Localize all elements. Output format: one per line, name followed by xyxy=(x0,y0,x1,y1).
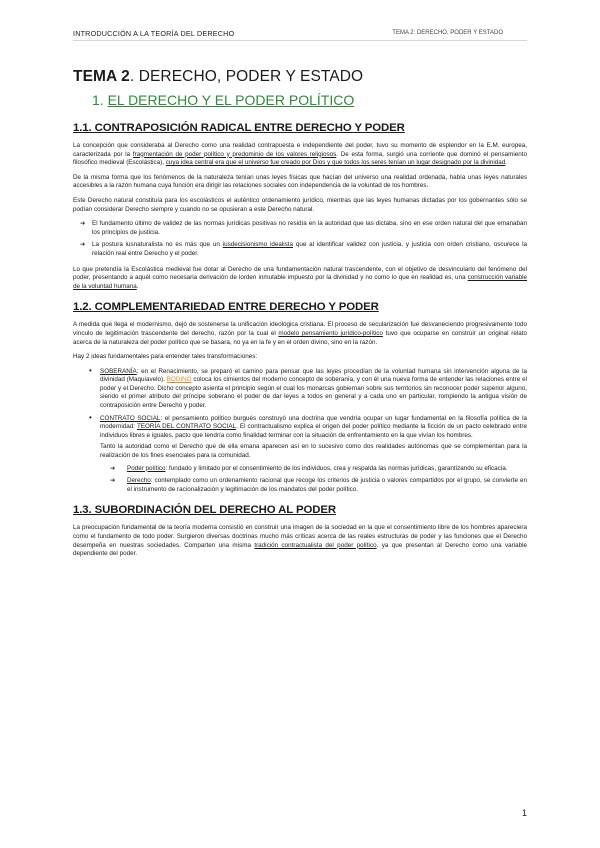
underlined-text: tradición contractualista del poder político xyxy=(254,541,377,549)
document-body xyxy=(73,68,527,565)
text-run: : fundado y limitado por el consentimiento de los individuos, crea y respalda las normas jurídicas, garantizando su eficacia. xyxy=(165,464,508,472)
header-divider xyxy=(73,40,527,41)
text-run: Lo que pretendía la Escolástica medieval fue dotar al Derecho de una fundamentación natural trascendente, con el objetivo de desvincularlo del fenómeno del poder, presentando a aquél como necesaria derivación de lorden inmutable impuesto por la divinidad y no como lo que en realidad es, una xyxy=(73,265,527,282)
term-label: Poder político xyxy=(127,464,166,472)
heading-1-2: 1.2. COMPLEMENTARIEDAD ENTRE DERECHO Y PODER xyxy=(73,301,379,314)
running-header-chapter: TEMA 2: DERECHO, PODER Y ESTADO xyxy=(392,30,503,36)
arrow-icon: ➔ xyxy=(80,220,86,228)
text-run: coloca los cimientos del moderno concepto de soberanía, y con él una nueva forma de entender las relaciones entre el poder y el Derecho. Dicho concepto asienta el principio según el cual los monarcas gobiernan sobre sus territorios sin reconocer poder superior alguno, siendo el primer atributo del príncipe soberano el poder de dar leyes a todos en general y a cada uno en particular, rompiendo la antigua visión de contraposición entre Derecho y poder. xyxy=(100,376,527,410)
paragraph-1-1-b: De la misma forma que los fenómenos de la naturaleza tenían unas leyes físicas que hacían del universo una realidad ordenada, había unas leyes naturales accesibles a la razón humana cuya función era dirigir las relaciones sociales con independencia de la voluntad de los hombres. xyxy=(73,173,527,190)
arrow-icon: ➔ xyxy=(110,464,116,472)
arrow-item xyxy=(80,220,527,237)
arrow-icon: ➔ xyxy=(110,477,116,485)
text-run: que al identificar validez con justicia, y justicia con orden cristiano, oscurece la relación real entre Derecho y el poder. xyxy=(92,241,528,257)
text-run: La preocupación fundamental de la teoría moderna consistió en construir una imagen de la sociedad en la que el consentimiento libre de los hombres apareciera como el fundamento de todo poder. Surgieron diversas doctrinas mucho más críticas acerca de las reales estructuras de poder y las funciones que el Derecho desempeña en nuestras sociedades. Comparten una misma xyxy=(73,524,527,549)
text-run: El fundamento último de validez de las normas jurídicas positivas no residía en la autoridad que las dictaba, sino en ese orden natural del que emanaban los principios de justicia. xyxy=(92,220,527,236)
heading-1-1: 1.1. CONTRAPOSICIÓN RADICAL ENTRE DERECHO Y PODER xyxy=(73,122,405,134)
highlighted-name: BODINO xyxy=(166,376,192,384)
text-run: : contemplado como un ordenamiento racional que recoge los criterios de justicia o valores compartidos por el grupo, se convierte en el instrumento de racionalización y legitimación de los mandatos del poder político. xyxy=(127,477,527,493)
text-run: tuvo que ocuparse en construir un original relato acerca de la naturaleza del poder político que se basara, no ya en la fe y en el orden divino, sino en la razón. xyxy=(73,329,528,346)
text-run: . xyxy=(505,159,508,167)
underlined-text: cuya idea central era que el universo fue creado por Dios y que todos los seres tenían un lugar designado por la divinidad xyxy=(165,159,506,167)
underlined-text: construcción variable de la voluntad humana xyxy=(73,274,528,290)
sub-arrow-item-poder xyxy=(110,465,527,474)
section-name: EL DERECHO Y EL PODER POLÍTICO xyxy=(107,92,355,108)
heading-1-3: 1.3. SUBORDINACIÓN DEL DERECHO AL PODER xyxy=(73,504,336,517)
text-run: : el pensamiento político burgués construyó una doctrina que vendría ocupar un lugar fundamental en la filosofía política de la modernidad: xyxy=(100,414,527,431)
text-run: , ya que presentan al Derecho como una variable dependiente del poder. xyxy=(73,541,527,558)
page-number: 1 xyxy=(521,808,527,818)
sub-arrow-item-derecho xyxy=(110,477,527,494)
term-label: Derecho xyxy=(127,477,151,485)
paragraph-1-1-a xyxy=(73,142,527,168)
paragraph-1-1-c: Este Derecho natural constituía para los escolásticos el auténtico ordenamiento jurídico, mientras que las leyes humanas dictadas por los gobernantes sólo se podían considerar Derecho siempre y cuando no se opusieran a este Derecho natural. xyxy=(73,196,527,213)
arrow-icon: ➔ xyxy=(80,241,86,249)
bullet-item-contrato-social xyxy=(89,412,527,495)
term-label: SOBERANÍA xyxy=(100,367,137,375)
sub-arrow-list xyxy=(110,465,527,495)
underlined-text: TEORÍA DEL CONTRATO SOCIAL xyxy=(136,423,237,431)
chapter-label: TEMA 2 xyxy=(73,68,130,85)
underlined-text: modelo pensamiento jurídico-político xyxy=(278,329,383,337)
text-run: A medida que llega el modernismo, dejó de sostenerse la unificación ideológica cristiana. El proceso de secularización fue desvaneciendo progresivamente todo vínculo de legitimación trascendente del derecho, razón por la cual el xyxy=(73,321,527,337)
text-run: . xyxy=(136,282,139,290)
bullet-icon: • xyxy=(89,412,92,422)
paragraph-1-2-b: Hay 2 ideas fundamentales para entender tales transformaciones: xyxy=(73,353,258,361)
bullet-icon: • xyxy=(89,365,92,375)
bullet-list-1-2 xyxy=(89,365,527,495)
bullet-item-soberania xyxy=(89,365,527,411)
text-run: La concepción que consideraba al Derecho como una realidad contrapuesta e independiente del poder, tuvo su momento de esplendor en la E.M. europea, caracterizada por la xyxy=(73,142,527,158)
term-label: CONTRATO SOCIAL xyxy=(100,414,161,422)
paragraph-1-1-d xyxy=(73,266,527,292)
arrow-item xyxy=(80,241,527,258)
paragraph-1-2-a xyxy=(73,321,527,347)
arrow-list-1-1 xyxy=(80,220,527,258)
running-header-course: INTRODUCCIÓN A LA TEORÍA DEL DERECHO xyxy=(73,29,235,38)
chapter-title xyxy=(73,68,527,86)
section-number: 1. xyxy=(92,92,108,108)
underlined-text: fragmentación de poder político y predominio de los valores religiosos xyxy=(132,150,337,158)
paragraph-1-3-a xyxy=(73,524,527,558)
section-title xyxy=(92,92,527,108)
paragraph-contrato-detail: Tanto la autoridad como el Derecho que de ella emana aparecen así en lo sucesivo como dos realidades autónomas que se complementan para la realización de los fines esenciales para la comunidad. xyxy=(100,443,527,460)
text-run: . De esta forma, surgió una corriente que dominó el pensamiento filosófico medieval (Escolástica), xyxy=(73,150,527,167)
text-run: . El contractualismo explica el origen del poder político mediante la ficción de un pacto celebrado entre individuos libres e iguales, pacto que tendría como finalidad terminar con la situación de enfrentamiento en la que vivían los hombres. xyxy=(100,423,527,439)
text-run: La postura iusnaturalista no es más que un xyxy=(92,241,223,249)
chapter-name: . DERECHO, PODER Y ESTADO xyxy=(129,68,364,85)
text-run: : en el Renacimiento, se preparó el camino para pensar que las leyes procedían de la voluntad humana sin intervención alguna de la divinidad (Maquiavelo). xyxy=(100,367,527,384)
underlined-text: iusdecisionismo idealista xyxy=(222,241,294,249)
